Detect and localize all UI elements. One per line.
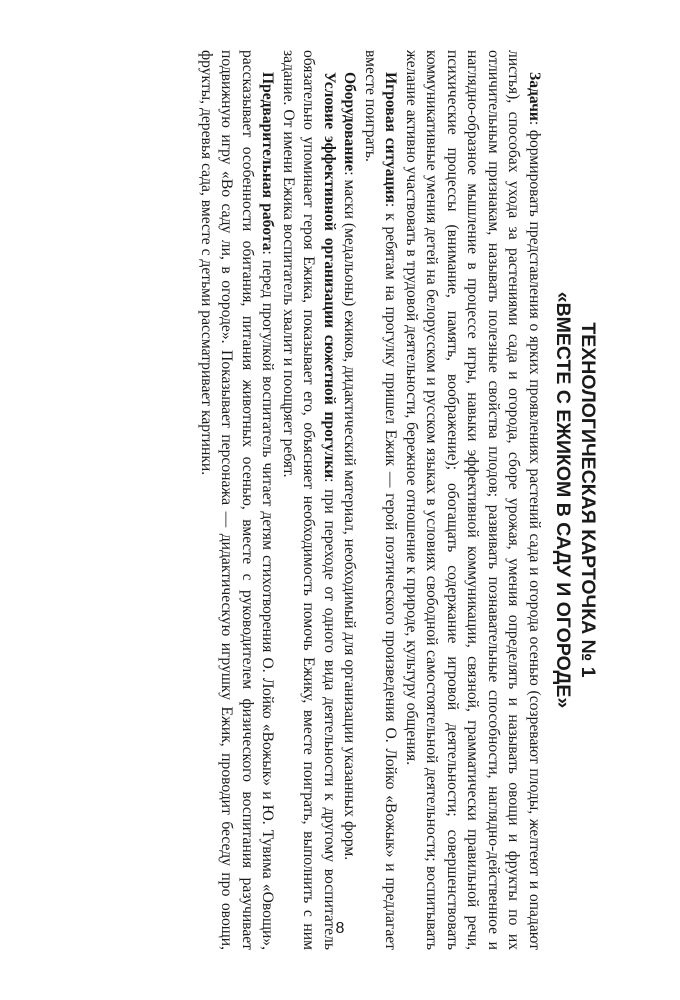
label-game-situation: Игровая ситуация [382,72,400,203]
text-equipment: : маски (медальоны) ежиков, дидактический материал, необходимый для организации указанных форм. [341,171,359,861]
paragraph-game-situation [360,50,401,950]
title-line-1: ТЕХНОЛОГИЧЕСКАЯ КАРТОЧКА № 1 [577,322,599,678]
paragraph-condition [278,50,340,950]
paragraph-tasks [401,50,545,950]
text-tasks: : формировать представления о ярких проявлениях растений сада и огорода осенью (созревают плоды, желтеют и опадают листья), способах ухода за растениями сада и огорода, сборе урожая, умения определять и называть овощи и фрукты по их отличительным признакам, называть полезные свойства плодов; развивать познавательные способности, наглядно-действенное и наглядно-образное мышление в процессе игры, навыки эффективной коммуникации, связной, грамматически правильной речи, психические процессы (внимание, память, воображение); обогащать содержание игровой деятельности; совершенствовать коммуникативные умения детей на белорусском и русском языках в условиях свободной самостоятельной деятельности; воспитывать желание активно участвовать в трудовой деятельности, бережное отношение к природе, культуру общения. [403,50,543,950]
text-condition: : при переходе от одного вида деятельности к другому воспитатель обязательно упоминает героя Ежика, показывает его, объясняет необходимость помочь Ежику, вместе поиграть, выполнить с ним задание. От имени Ежика воспитатель хвалит и поощряет ребят. [280,50,338,950]
text-preliminary-work: : перед прогулкой воспитатель читает детям стихотворения О. Лойко «Вожык» и Ю. Тувима «Овощи», рассказывает особенности обитания, питания животных осенью, вместе с руководителем физического воспитания разучивает подвижную игру «Во саду ли, в огороде». Показывает персонажа — дидактическую игрушку Ежик, проводит беседу про овощи, фрукты, деревья сада, вместе с детьми рассматривает картинки. [198,50,277,950]
label-tasks: Задачи [526,72,543,121]
title-line-2: «ВМЕСТЕ С ЕЖИКОМ В САДУ И ОГОРОДЕ» [552,291,574,709]
page-number: 8 [335,920,345,937]
page-title [550,50,600,950]
rotated-page-content [150,50,600,950]
label-equipment: Оборудование [341,72,359,172]
label-preliminary-work: Предварительная работа [259,72,277,251]
paragraph-preliminary-work [196,50,278,950]
label-condition: Условие эффективной организации сюжетной прогулки [321,72,338,479]
paragraph-equipment [339,50,360,950]
text-game-situation: : к ребятам на прогулку пришел Ежик — герой поэтического произведения О. Лойко «Вожык» и предлагает вместе поиграть. [362,50,400,950]
